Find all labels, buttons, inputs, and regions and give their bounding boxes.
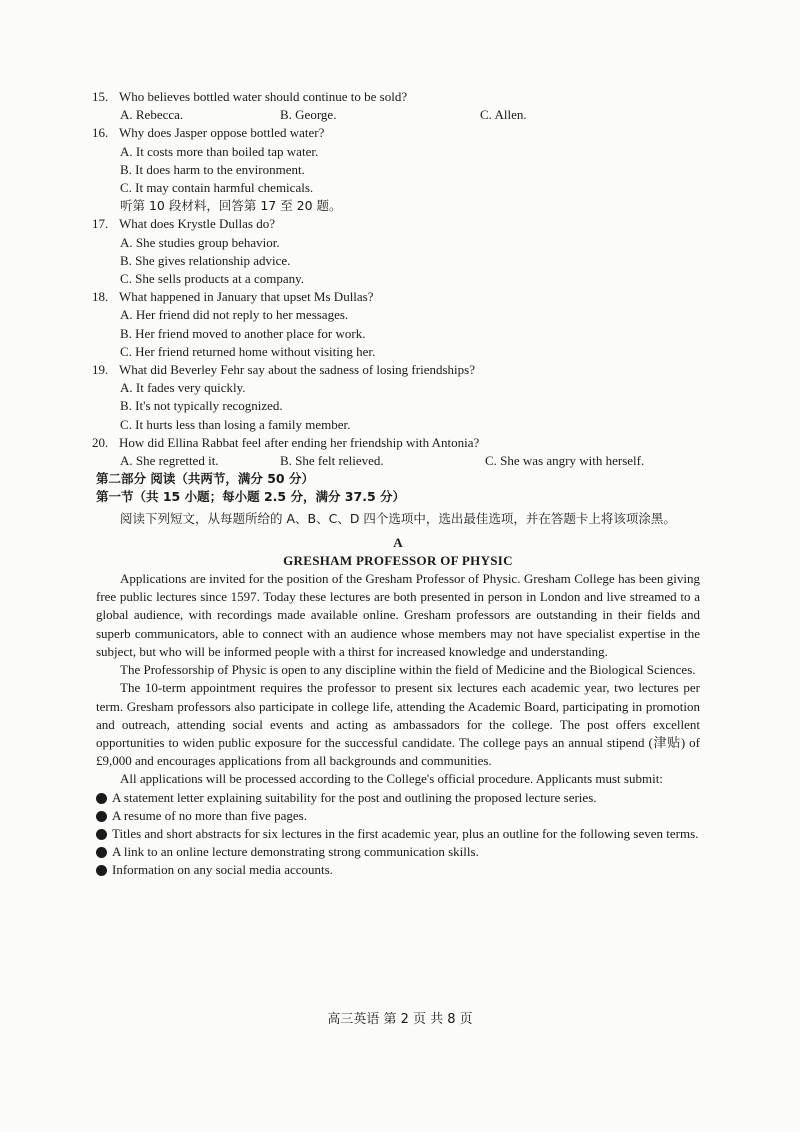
requirement-item	[96, 861, 700, 879]
page-footer: 高三英语 第 2 页 共 8 页	[327, 1012, 473, 1027]
question-20	[92, 434, 700, 452]
option-b: B. She gives relationship advice.	[120, 252, 291, 268]
question-17	[92, 215, 700, 233]
requirement-item	[96, 807, 700, 825]
bullet-icon	[96, 865, 107, 876]
bullet-icon	[96, 829, 107, 840]
question-number: 18.	[92, 289, 109, 305]
requirement-text: A statement letter explaining suitability for the post and outlining the proposed lecture series.	[112, 789, 597, 805]
requirement-text: Information on any social media accounts.	[112, 862, 333, 878]
requirement-text: A resume of no more than five pages.	[112, 807, 307, 823]
question-20-options	[96, 452, 700, 470]
requirement-text: A link to an online lecture demonstrating strong communication skills.	[112, 844, 479, 860]
passage-paragraph: The 10-term appointment requires the professor to present six lectures each academic year, two lectures per term. Gresham professors also participate in college life, attending the Academic Board, participating in promotion and outreach, attending social events and acting as ambassadors for the college. The post offers excellent opportunities to widen public exposure for the successful candidate. The college pays an annual stipend (津贴) of £9,000 and encourages applications from all backgrounds and communities.	[96, 680, 700, 769]
option-a: A. Rebecca.	[120, 107, 184, 123]
option-c: C. Allen.	[480, 107, 527, 123]
reading-instruction: 阅读下列短文，从每题所给的 A、B、C、D 四个选项中，选出最佳选项，并在答题卡上将该项涂黑。	[120, 510, 676, 526]
option-a: A. It costs more than boiled tap water.	[120, 143, 319, 159]
question-text: What did Beverley Fehr say about the sadness of losing friendships?	[119, 362, 475, 378]
option-a: A. Her friend did not reply to her messages.	[120, 307, 349, 323]
option-b: B. She felt relieved.	[280, 453, 384, 469]
question-text: What happened in January that upset Ms Dullas?	[119, 289, 374, 305]
passage-paragraph: The Professorship of Physic is open to any discipline within the field of Medicine and the Biological Sciences.	[120, 662, 696, 678]
option-a: A. It fades very quickly.	[120, 380, 246, 396]
question-number: 20.	[92, 434, 109, 450]
bullet-icon	[96, 811, 107, 822]
requirement-item	[96, 843, 700, 861]
question-15-options	[96, 106, 700, 124]
bullet-icon	[96, 847, 107, 858]
option-b: B. Her friend moved to another place for work.	[120, 325, 366, 341]
option-a: A. She studies group behavior.	[120, 234, 280, 250]
question-19	[92, 361, 700, 379]
question-number: 19.	[92, 362, 109, 378]
question-text: Why does Jasper oppose bottled water?	[119, 125, 325, 141]
option-c: C. It may contain harmful chemicals.	[120, 180, 314, 196]
option-c: C. Her friend returned home without visiting her.	[120, 343, 376, 359]
option-b: B. It's not typically recognized.	[120, 398, 283, 414]
page-content	[92, 88, 700, 880]
question-15	[92, 88, 700, 106]
question-18	[92, 288, 700, 306]
requirement-item	[96, 789, 700, 807]
question-text: What does Krystle Dullas do?	[119, 216, 275, 232]
listening-instruction: 听第 10 段材料，回答第 17 至 20 题。	[120, 198, 342, 214]
question-16	[92, 124, 700, 142]
question-text: Who believes bottled water should continue to be sold?	[119, 89, 408, 104]
option-a: A. She regretted it.	[120, 453, 219, 469]
option-c: C. It hurts less than losing a family member.	[120, 416, 351, 432]
requirement-text: Titles and short abstracts for six lectures in the first academic year, plus an outline for the following seven terms.	[112, 825, 699, 841]
question-text: How did Ellina Rabbat feel after ending her friendship with Antonia?	[119, 434, 480, 450]
option-c: C. She sells products at a company.	[120, 271, 305, 287]
section-1-heading: 第一节（共 15 小题；每小题 2.5 分，满分 37.5 分）	[96, 489, 405, 505]
option-c: C. She was angry with herself.	[485, 453, 645, 469]
bullet-icon	[96, 793, 107, 804]
option-b: B. It does harm to the environment.	[120, 161, 305, 177]
passage-paragraph: Applications are invited for the position of the Gresham Professor of Physic. Gresham College has been giving free public lectures since 1597. Today these lectures are both presented in person in London and live streamed to a global audience, with recordings made available online. Gresham professors are outstanding in their fields and superb communicators, able to connect with an audience whose members may not have specialist expertise in the subject, but who will be informed people with a thirst for increased knowledge and understanding.	[96, 571, 700, 659]
question-number: 17.	[92, 216, 109, 232]
passage-paragraph: All applications will be processed according to the College's official procedure. Applicants must submit:	[120, 771, 663, 787]
requirement-item	[96, 825, 700, 843]
question-number: 16.	[92, 125, 109, 141]
passage-title: GRESHAM PROFESSOR OF PHYSIC	[283, 552, 513, 568]
passage-letter: A	[393, 534, 403, 550]
part-2-heading: 第二部分 阅读（共两节，满分 50 分）	[96, 471, 314, 487]
option-b: B. George.	[280, 107, 337, 123]
question-number: 15.	[92, 89, 109, 104]
